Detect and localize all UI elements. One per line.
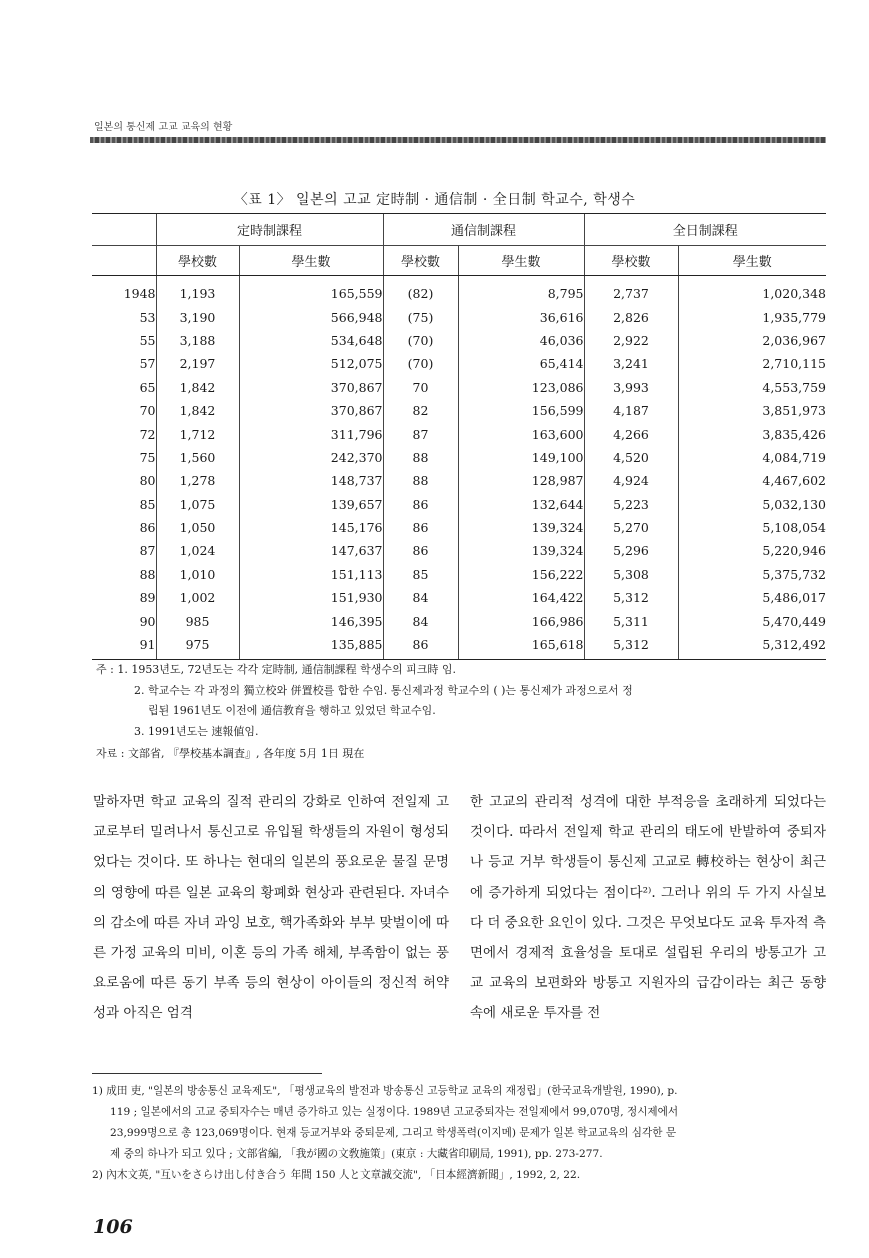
- correspondence-students-cell: 156,599: [458, 399, 584, 422]
- part-time-students-cell: 370,867: [239, 376, 383, 399]
- body-column-left: 말하자면 학교 교육의 질적 관리의 강화로 인하여 전일제 고교로부터 밀려나서 통신고로 유입될 학생들의 자원이 형성되었다는 것이다. 또 하나는 현대의 일본의 풍요로운 물질 문명의 영향에 따른 일본 교육의 황폐화 현상과 관련된다. 자녀수의 감소에 따른 자녀 과잉 보호, 핵가족화와 부부 맞벌이에 따른 가정 교육의 미비, 이혼 등의 가족 해체, 부족함이 없는 풍요로움에 따른 동기 부족 등의 현상이 아이들의 정신적 허약성과 아직은 엄격: [93, 794, 449, 1022]
- subheader-school-count: 學校數: [383, 246, 458, 276]
- correspondence-schools-cell: 85: [383, 563, 458, 586]
- correspondence-schools-cell: 88: [383, 469, 458, 492]
- full-time-schools-cell: 2,826: [584, 305, 678, 328]
- full-time-schools-cell: 5,312: [584, 633, 678, 660]
- year-cell: 72: [139, 426, 156, 442]
- year-header-blank: [92, 214, 156, 246]
- year-cell: 80: [139, 473, 156, 489]
- table-row: [92, 352, 826, 375]
- part-time-students-cell: 242,370: [239, 446, 383, 469]
- table-row: [92, 446, 826, 469]
- part-time-students-cell: 151,113: [239, 563, 383, 586]
- year-cell: 88: [139, 566, 156, 582]
- year-cell: 90: [139, 613, 156, 629]
- correspondence-students-cell: 36,616: [458, 305, 584, 328]
- part-time-students-cell: 566,948: [239, 305, 383, 328]
- correspondence-schools-cell: (75): [383, 305, 458, 328]
- year-cell: 86: [139, 520, 156, 536]
- part-time-students-cell: 370,867: [239, 399, 383, 422]
- full-time-students-cell: 2,710,115: [678, 352, 826, 375]
- part-time-students-cell: 145,176: [239, 516, 383, 539]
- table-body: [92, 276, 826, 660]
- year-subheader-blank: [92, 246, 156, 276]
- full-time-students-cell: 5,470,449: [678, 609, 826, 632]
- table-row: [92, 493, 826, 516]
- table-row: [92, 563, 826, 586]
- correspondence-schools-cell: 86: [383, 516, 458, 539]
- part-time-schools-cell: 1,842: [156, 376, 239, 399]
- full-time-students-cell: 5,108,054: [678, 516, 826, 539]
- table-row: [92, 469, 826, 492]
- header-rule: [90, 137, 826, 143]
- correspondence-students-cell: 65,414: [458, 352, 584, 375]
- full-time-students-cell: 3,851,973: [678, 399, 826, 422]
- year-cell: 75: [139, 449, 156, 465]
- full-time-schools-cell: 3,241: [584, 352, 678, 375]
- subheader-student-count: 學生數: [239, 246, 383, 276]
- part-time-students-cell: 534,648: [239, 329, 383, 352]
- table-row: [92, 516, 826, 539]
- full-time-students-cell: 5,032,130: [678, 493, 826, 516]
- full-time-students-cell: 2,036,967: [678, 329, 826, 352]
- table-row: [92, 633, 826, 660]
- correspondence-schools-cell: (70): [383, 352, 458, 375]
- footnote-1-cont: 제 중의 하나가 되고 있다 ; 文部省編, 「我が國の文敎施策」(東京 : 大藏省印刷局, 1991), pp. 273-277.: [110, 1148, 603, 1160]
- correspondence-students-cell: 128,987: [458, 469, 584, 492]
- full-time-schools-cell: 4,520: [584, 446, 678, 469]
- correspondence-students-cell: 139,324: [458, 516, 584, 539]
- note-line: 2. 학교수는 각 과정의 獨立校와 併置校를 합한 수임. 통신제과정 학교수의 ( )는 통신제가 과정으로서 정: [134, 683, 633, 697]
- subheader-school-count: 學校數: [156, 246, 239, 276]
- table-title: 〈표 1〉 일본의 고교 定時制 · 通信制 · 全日制 학교수, 학생수: [233, 192, 636, 208]
- full-time-students-cell: 5,220,946: [678, 539, 826, 562]
- correspondence-students-cell: 8,795: [458, 276, 584, 306]
- part-time-schools-cell: 1,075: [156, 493, 239, 516]
- part-time-students-cell: 147,637: [239, 539, 383, 562]
- correspondence-students-cell: 164,422: [458, 586, 584, 609]
- correspondence-students-cell: 149,100: [458, 446, 584, 469]
- part-time-schools-cell: 1,842: [156, 399, 239, 422]
- table-row: [92, 399, 826, 422]
- full-time-schools-cell: 5,312: [584, 586, 678, 609]
- full-time-schools-cell: 5,308: [584, 563, 678, 586]
- part-time-schools-cell: 1,050: [156, 516, 239, 539]
- full-time-students-cell: 1,020,348: [678, 276, 826, 306]
- full-time-students-cell: 5,375,732: [678, 563, 826, 586]
- part-time-schools-cell: 1,712: [156, 422, 239, 445]
- part-time-schools-cell: 1,024: [156, 539, 239, 562]
- footnotes: [92, 1081, 828, 1186]
- group-header-correspondence: 通信制課程: [383, 214, 584, 246]
- note-line: 주 : 1. 1953년도, 72년도는 각각 定時制, 通信制課程 학생수의 피크時 임.: [96, 663, 457, 676]
- full-time-schools-cell: 3,993: [584, 376, 678, 399]
- correspondence-students-cell: 163,600: [458, 422, 584, 445]
- year-cell: 70: [139, 403, 156, 419]
- part-time-students-cell: 311,796: [239, 422, 383, 445]
- full-time-schools-cell: 5,223: [584, 493, 678, 516]
- year-cell: 87: [139, 543, 156, 559]
- full-time-students-cell: 5,312,492: [678, 633, 826, 660]
- footnote-1-cont: 23,999명으로 총 123,069명이다. 현재 등교거부와 중퇴문제, 그리고 학생폭력(이지메) 문제가 일본 학교교육의 심각한 문: [110, 1127, 677, 1139]
- table-row: [92, 276, 826, 306]
- footnote-1-cont: 119 ; 일본에서의 고교 중퇴자수는 매년 증가하고 있는 실정이다. 1989년 고교중퇴자는 전일제에서 99,070명, 정시제에서: [110, 1106, 679, 1118]
- year-cell: 65: [139, 379, 156, 395]
- year-cell: 1948: [123, 286, 156, 302]
- part-time-students-cell: 146,395: [239, 609, 383, 632]
- part-time-students-cell: 135,885: [239, 633, 383, 660]
- year-cell: 55: [139, 332, 156, 348]
- part-time-schools-cell: 3,190: [156, 305, 239, 328]
- correspondence-students-cell: 156,222: [458, 563, 584, 586]
- note-line: 3. 1991년도는 速報値임.: [134, 724, 259, 738]
- full-time-students-cell: 3,835,426: [678, 422, 826, 445]
- subheader-school-count: 學校數: [584, 246, 678, 276]
- correspondence-students-cell: 123,086: [458, 376, 584, 399]
- part-time-students-cell: 151,930: [239, 586, 383, 609]
- group-header-part-time: 定時制課程: [156, 214, 383, 246]
- correspondence-schools-cell: 70: [383, 376, 458, 399]
- correspondence-schools-cell: 86: [383, 493, 458, 516]
- subheader-student-count: 學生數: [458, 246, 584, 276]
- correspondence-schools-cell: 82: [383, 399, 458, 422]
- full-time-schools-cell: 2,737: [584, 276, 678, 306]
- part-time-schools-cell: 2,197: [156, 352, 239, 375]
- part-time-schools-cell: 1,560: [156, 446, 239, 469]
- school-statistics-table: [92, 213, 826, 660]
- part-time-schools-cell: 985: [156, 609, 239, 632]
- part-time-schools-cell: 3,188: [156, 329, 239, 352]
- full-time-students-cell: 4,084,719: [678, 446, 826, 469]
- full-time-students-cell: 4,553,759: [678, 376, 826, 399]
- year-cell: 53: [139, 309, 156, 325]
- group-header-full-time: 全日制課程: [584, 214, 826, 246]
- table-row: [92, 539, 826, 562]
- correspondence-schools-cell: 84: [383, 586, 458, 609]
- year-cell: 85: [139, 496, 156, 512]
- part-time-students-cell: 165,559: [239, 276, 383, 306]
- table-row: [92, 329, 826, 352]
- correspondence-students-cell: 139,324: [458, 539, 584, 562]
- table-row: [92, 609, 826, 632]
- correspondence-schools-cell: (70): [383, 329, 458, 352]
- page-number: 106: [93, 1216, 133, 1238]
- body-column-right: 한 고교의 관리적 성격에 대한 부적응을 초래하게 되었다는 것이다. 따라서 전일제 학교 관리의 태도에 반발하여 중퇴자나 등교 거부 학생들이 통신제 고교로 轉校하는 현상이 최근에 증가하게 되었다는 점이다²⁾. 그러나 위의 두 가지 사실보다 더 중요한 요인이 있다. 그것은 무엇보다도 교육 투자적 측면에서 경제적 효율성을 토대로 설립된 우리의 방통고가 고교 교육의 보편화와 방통고 지원자의 급감이라는 최근 동향 속에 새로운 투자를 전: [470, 794, 826, 1022]
- correspondence-students-cell: 165,618: [458, 633, 584, 660]
- year-cell: 57: [139, 356, 156, 372]
- part-time-schools-cell: 1,193: [156, 276, 239, 306]
- correspondence-schools-cell: 87: [383, 422, 458, 445]
- full-time-schools-cell: 2,922: [584, 329, 678, 352]
- note-line: 립된 1961년도 이전에 通信教育을 행하고 있었던 학교수임.: [148, 704, 436, 717]
- table-row: [92, 376, 826, 399]
- full-time-students-cell: 1,935,779: [678, 305, 826, 328]
- table-notes: [96, 660, 826, 765]
- part-time-schools-cell: 975: [156, 633, 239, 660]
- correspondence-students-cell: 132,644: [458, 493, 584, 516]
- full-time-schools-cell: 5,270: [584, 516, 678, 539]
- table-row: [92, 305, 826, 328]
- year-cell: 89: [139, 590, 156, 606]
- table-row: [92, 586, 826, 609]
- full-time-students-cell: 5,486,017: [678, 586, 826, 609]
- correspondence-schools-cell: (82): [383, 276, 458, 306]
- footnote-1: 1) 成田 吏, "일본의 방송통신 교육제도", 「평생교육의 발전과 방송통신 고등학교 교육의 재정립」(한국교육개발원, 1990), p.: [92, 1085, 678, 1097]
- subheader-student-count: 學生數: [678, 246, 826, 276]
- correspondence-schools-cell: 86: [383, 539, 458, 562]
- correspondence-schools-cell: 84: [383, 609, 458, 632]
- footnote-2: 2) 內木文英, "互いをさらけ出し付き合う 年間 150 人と文章誠交流", 「日本經濟新聞」, 1992, 2, 22.: [92, 1169, 581, 1181]
- part-time-students-cell: 139,657: [239, 493, 383, 516]
- part-time-schools-cell: 1,002: [156, 586, 239, 609]
- running-head: 일본의 통신제 고교 교육의 현황: [94, 122, 233, 133]
- year-cell: 91: [92, 633, 156, 660]
- part-time-schools-cell: 1,010: [156, 563, 239, 586]
- footnote-rule: [92, 1073, 322, 1074]
- correspondence-students-cell: 166,986: [458, 609, 584, 632]
- full-time-schools-cell: 5,311: [584, 609, 678, 632]
- full-time-schools-cell: 4,187: [584, 399, 678, 422]
- full-time-schools-cell: 5,296: [584, 539, 678, 562]
- part-time-students-cell: 512,075: [239, 352, 383, 375]
- part-time-students-cell: 148,737: [239, 469, 383, 492]
- correspondence-students-cell: 46,036: [458, 329, 584, 352]
- correspondence-schools-cell: 86: [383, 633, 458, 660]
- table-source: 자료 : 文部省, 『學校基本調査』, 各年度 5月 1日 現在: [96, 747, 365, 760]
- part-time-schools-cell: 1,278: [156, 469, 239, 492]
- full-time-schools-cell: 4,924: [584, 469, 678, 492]
- table-row: [92, 422, 826, 445]
- correspondence-schools-cell: 88: [383, 446, 458, 469]
- full-time-students-cell: 4,467,602: [678, 469, 826, 492]
- full-time-schools-cell: 4,266: [584, 422, 678, 445]
